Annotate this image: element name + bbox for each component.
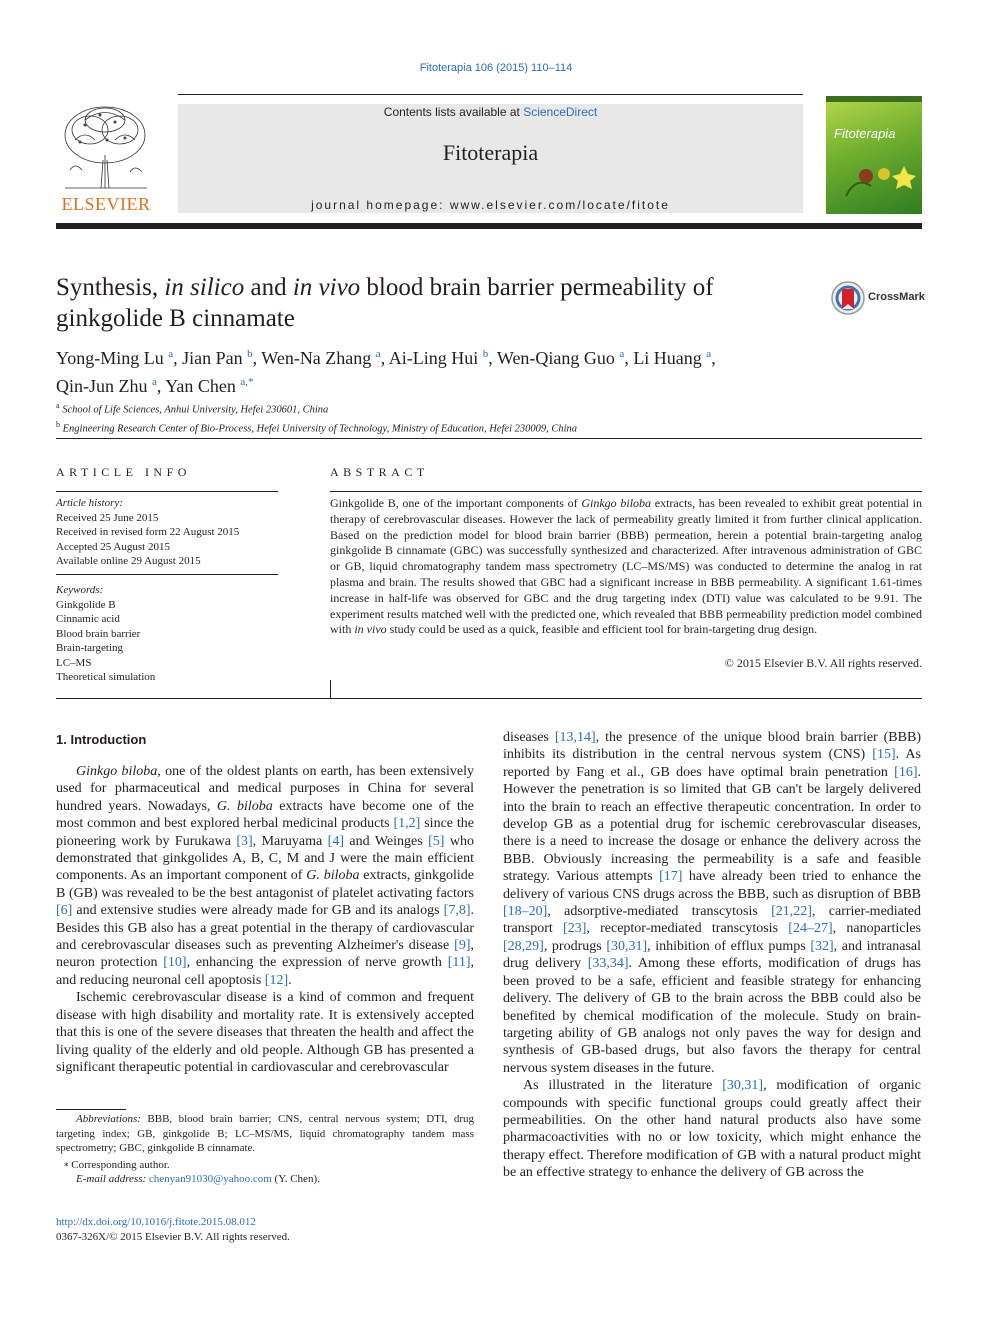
keyword: Brain-targeting [56, 642, 123, 654]
author[interactable]: Yan Chen $^{a,*}$ [165, 376, 254, 396]
abbreviations-footnote: Abbreviations: BBB, blood brain barrier; CNS, central nervous system; DTI, drug targeting index; GB, ginkgolide B; LC–MS/MS, liquid chromatography tandem mass spectrometry; GBC, ginkgolide B cinnamate. [56, 1113, 474, 1154]
reference-link[interactable]: [32] [810, 938, 834, 954]
intro-left-column [56, 763, 474, 1076]
author[interactable]: Wen-Qiang Guo $^a$ [496, 348, 625, 368]
history-item: Accepted 25 August 2015 [56, 540, 170, 553]
reference-link[interactable]: [10] [163, 955, 187, 971]
reference-link[interactable]: [11] [447, 955, 471, 971]
keyword: LC–MS [56, 656, 92, 669]
intro-paragraph: As illustrated in the literature [30,31], modification of organic compounds with specific functional groups could greatly affect their permeabilities. On the other hand natural products also have some pharmacoactivities with no or low toxicity, which might enhance the therapy effect. Therefore modification of GB with a natural product might be an effective strategy to enhance the delivery of GB across the [503, 1078, 921, 1181]
author[interactable]: Ai-Ling Hui $^b$ [388, 348, 489, 368]
reference-link[interactable]: [5] [428, 833, 445, 849]
abstract-rule [330, 491, 922, 492]
contents-prefix: Contents lists available at [383, 105, 524, 119]
crossmark-button[interactable] [830, 280, 930, 316]
reference-link[interactable]: [33,34] [587, 956, 629, 972]
affiliations [56, 399, 856, 436]
affiliation: $^a$ School of Life Sciences, Anhui University, Hefei 230601, China [56, 401, 329, 416]
reference-link[interactable]: [1,2] [393, 816, 421, 832]
column-divider [330, 680, 331, 698]
corresponding-footnote: ⁎ Corresponding author. [64, 1157, 170, 1171]
email-link[interactable]: chenyan91030@yahoo.com [148, 1173, 272, 1185]
title-part-italic: in vivo [292, 274, 361, 301]
journal-cover[interactable] [826, 96, 922, 214]
header-thick-rule [56, 223, 922, 229]
reference-link[interactable]: [7,8] [443, 903, 471, 919]
cover-plants-icon [826, 96, 922, 214]
keyword: Blood brain barrier [56, 627, 141, 640]
reference-link[interactable]: [4] [327, 833, 344, 849]
reference-link[interactable]: [18–20] [503, 904, 548, 920]
article-info-rule [56, 491, 278, 492]
abstract-text: Ginkgolide B, one of the important components of Ginkgo biloba extracts, has been revealed to exhibit great potential in therapy of cerebrovascular diseases. However the lack of permeability greatly limited it from further clinical application. Based on the prediction model for blood brain barrier (BBB) permeation, herein a potential brain-targeting analog ginkgolide B cinnamate (GBC) was successfully synthesized and characterized. After intravenous administration of GBC or GB, liquid chromatography tandem mass spectrometry (LC–MS/MS) was conducted to determine the analog in rat plasma and brain. The results showed that GBC had a significant increase in BBB permeability. A significant 1.61-times increase in half-life was observed for GBC and the drug targeting index (DTI) value was calculated to be 9.91. The experiment results matched well with the predicted one, which revealed that BBB permeability prediction model combined with in vivo study could be used as a quick, feasible and efficient tool for brain-targeting drug design. [330, 496, 923, 637]
footnote-rule [56, 1109, 126, 1110]
author[interactable]: Yong-Ming Lu $^a$ [56, 348, 174, 368]
intro-paragraph: Ischemic cerebrovascular disease is a kind of common and frequent disease with high disability and mortality rate. It is extensively accepted that this is one of the severe diseases that threaten the health and affect the living quality of the elderly and old people. Although GB has presented a significant therapeutic potential in cardiovascular and cerebrovascular [56, 990, 474, 1075]
reference-link[interactable]: [15] [872, 747, 896, 763]
reference-link[interactable]: [30,31] [606, 938, 648, 954]
keyword: Cinnamic acid [56, 613, 120, 625]
keywords-label: Keywords: [56, 584, 104, 596]
author-list: Yong-Ming Lu $^a$, Jian Pan $^b$, Wen-Na Zhang $^a$, Ai-Ling Hui $^b$, Wen-Qiang Guo $^a$, Li Huang $^a$, Qin-Jun Zhu $^a$, Yan Chen $^{a,*}$ [56, 348, 716, 396]
reference-link[interactable]: [16] [894, 764, 918, 780]
affiliation: $^b$ Engineering Research Center of Bio-Process, Hefei University of Technology, Ministry of Education, Hefei 230009, China [56, 419, 578, 434]
keyword: Ginkgolide B [56, 598, 116, 611]
reference-link[interactable]: [13,14] [554, 730, 596, 745]
abstract-copyright: © 2015 Elsevier B.V. All rights reserved. [724, 656, 922, 670]
elsevier-wordmark: ELSEVIER [61, 194, 151, 214]
title-part-italic: in silico [164, 274, 245, 301]
intro-right-column [503, 729, 921, 1182]
author[interactable]: Wen-Na Zhang $^a$ [261, 348, 381, 368]
title-part: blood brain barrier permeability of [360, 274, 714, 301]
history-item: Available online 29 August 2015 [56, 555, 201, 567]
reference-link[interactable]: [21,22] [771, 904, 812, 920]
history-item: Received in revised form 22 August 2015 [56, 526, 240, 538]
homepage-link[interactable]: www.elsevier.com/locate/fitote [449, 198, 670, 212]
affiliation-rule [56, 438, 922, 439]
elsevier-logo [55, 100, 157, 215]
header-top-rule [178, 94, 803, 95]
homepage-prefix: journal homepage: [311, 198, 450, 212]
article-info-label: ARTICLE INFO [56, 465, 191, 479]
abstract-bottom-rule [56, 698, 922, 699]
reference-link[interactable]: [28,29] [503, 938, 544, 954]
journal-citation[interactable]: Fitoterapia 106 (2015) 110–114 [419, 62, 573, 74]
keywords-rule [56, 574, 278, 575]
footnotes [56, 1112, 474, 1187]
reference-link[interactable]: [24–27] [788, 921, 833, 937]
crossmark-icon [830, 280, 866, 316]
contents-line [178, 105, 803, 119]
history-item: Received 25 June 2015 [56, 511, 159, 524]
intro-paragraph: Ginkgo biloba, one of the oldest plants on earth, has been extensively used for pharmaceutical and medical purposes in China for several hundred years. Nowadays, G. biloba extracts have become one of the most common and best explored herbal medicinal products [1,2] since the pioneering work by Furukawa [3], Maruyama [4] and Weinges [5] who demonstrated that ginkgolides A, B, C, M and J were the main efficient components. As an important component of G. biloba extracts, ginkgolide B (GB) was revealed to be the best antagonist of platelet activating factors [6] and extensive studies were already made for GB and its analogs [7,8]. Besides this GB also has a great potential in the therapy of cardiovascular and cerebrovascular diseases such as preventing Alzheimer's disease [9], neuron protection [10], enhancing the expression of nerve growth [11], and reducing neuronal cell apoptosis [12]. [56, 764, 475, 988]
abstract-label: ABSTRACT [330, 465, 429, 479]
crossmark-label: CrossMark [868, 291, 925, 303]
journal-homepage [178, 198, 803, 212]
title-part: and [244, 274, 293, 301]
doi-link[interactable]: http://dx.doi.org/10.1016/j.fitote.2015.08.012 [56, 1216, 256, 1228]
keywords [56, 583, 278, 685]
italic-term: Ginkgo biloba [76, 764, 158, 779]
title-part: Synthesis, [56, 274, 165, 301]
sciencedirect-link[interactable]: ScienceDirect [523, 105, 598, 119]
author[interactable]: Li Huang $^a$ [633, 348, 712, 368]
intro-paragraph: diseases [13,14], the presence of the unique blood brain barrier (BBB) inhibits its distribution in the central nervous system (CNS) [15]. As reported by Fang et al., GB does have optimal brain penetration [16]. However the penetration is so limited that GB can't be largely delivered into the brain to reach an effective therapeutic concentration. In order to develop GB as a potential drug for ischemic cerebrovascular diseases, there is a need to increase the dosage or enhance the delivery across the BBB. Obviously increasing the permeability is a safe and feasible strategy. Various attempts [17] have already been tried to enhance the delivery of various CNS drugs across the BBB, such as disruption of BBB [18–20], adsorptive-mediated transcytosis [21,22], carrier-mediated transport [23], receptor-mediated transcytosis [24–27], nanoparticles [28,29], prodrugs [30,31], inhibition of efflux pumps [32], and intranasal drug delivery [33,34]. Among these efforts, modification of drugs has been proved to be a safe, efficient and feasible strategy for enhancing delivery. The delivery of GB to the brain across the BBB could also be benefited by chemical modification of the molecule. Study on brain-targeting ability of GB analogs not only paves the way for design and synthesis of GB-based drugs, but also favors the therapy for central nervous system diseases in the future. [503, 730, 922, 1076]
reference-link[interactable]: [30,31] [722, 1078, 764, 1094]
journal-name: Fitoterapia [442, 140, 539, 165]
reference-link[interactable]: [3] [236, 833, 253, 849]
italic-term: G. biloba [306, 868, 360, 884]
author[interactable]: Jian Pan $^b$ [182, 348, 253, 368]
reference-link[interactable]: [9] [454, 938, 471, 954]
reference-link[interactable]: [17] [659, 869, 683, 885]
reference-link[interactable]: [6] [56, 903, 73, 919]
article-title [56, 272, 776, 334]
author[interactable]: Qin-Jun Zhu $^a$ [56, 376, 157, 396]
page-footer [56, 1215, 556, 1244]
issn-line: 0367-326X/© 2015 Elsevier B.V. All rights reserved. [56, 1230, 290, 1243]
keyword: Theoretical simulation [56, 671, 156, 683]
title-part: ginkgolide B cinnamate [56, 305, 295, 332]
section-heading: 1. Introduction [56, 732, 147, 747]
reference-link[interactable]: [12] [264, 972, 289, 988]
article-history [56, 496, 278, 569]
email-footnote: E-mail address: chenyan91030@yahoo.com (Y. Chen). [76, 1173, 320, 1185]
reference-link[interactable]: [23] [563, 921, 587, 937]
history-label: Article history: [56, 497, 123, 509]
cover-title: Fitoterapia [834, 126, 896, 141]
italic-term: G. biloba [216, 798, 273, 814]
